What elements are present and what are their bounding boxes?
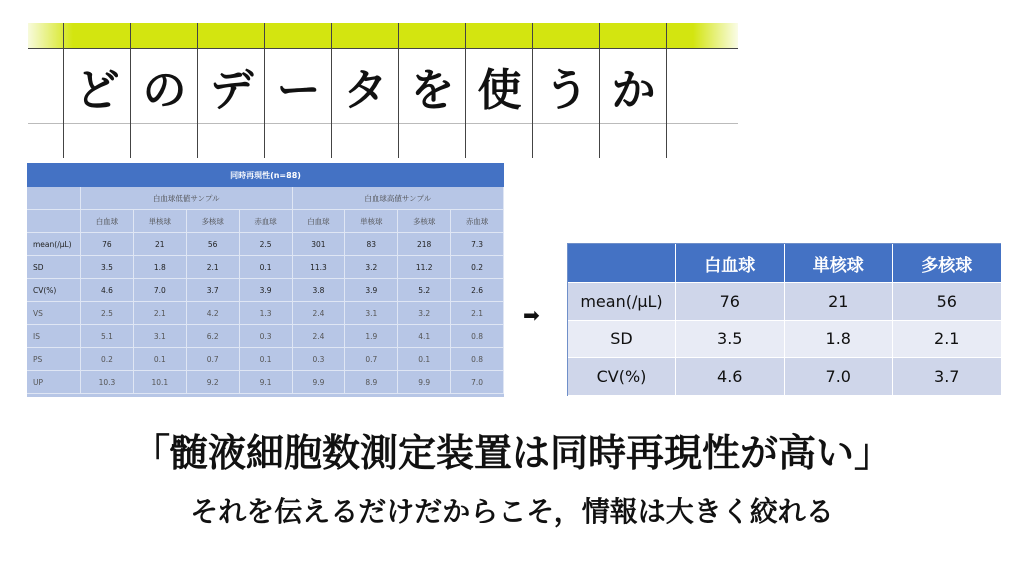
table-cell: 76	[676, 283, 785, 321]
grid-line-top	[28, 48, 738, 49]
column-header: 単核球	[345, 210, 398, 233]
row-label: CV(%)	[568, 358, 676, 396]
table-cell: 11.3	[293, 256, 346, 279]
table-cell: 2.5	[81, 302, 134, 325]
table-cell: 4.6	[81, 279, 134, 302]
table-cell: 3.8	[293, 279, 346, 302]
table-cell: 0.2	[81, 348, 134, 371]
title-grid	[0, 0, 1024, 160]
column-header: 多核球	[187, 210, 240, 233]
table-cell: 9.1	[240, 371, 293, 394]
title-char: タ	[343, 65, 388, 116]
table-cell: 3.2	[345, 256, 398, 279]
table-cell: 4.1	[398, 325, 451, 348]
table-cell: 5.1	[81, 325, 134, 348]
title-char: 使	[477, 65, 522, 116]
table-cell: 0.3	[293, 348, 346, 371]
title-char: う	[544, 65, 589, 116]
row-label: UP	[27, 371, 81, 394]
table-cell: 1.8	[134, 256, 187, 279]
table-corner	[27, 187, 81, 210]
column-header: 単核球	[785, 244, 894, 283]
table-corner	[27, 210, 81, 233]
table-cell: 0.7	[345, 348, 398, 371]
table-cell: 1.8	[785, 321, 894, 359]
title-accent-band	[28, 23, 738, 48]
row-label: SD	[568, 321, 676, 359]
table-cell: 301	[293, 233, 346, 256]
table-cell: 10.3	[81, 371, 134, 394]
table-cell: 3.7	[893, 358, 1002, 396]
table-cell: 7.0	[134, 279, 187, 302]
title-char: を	[410, 65, 455, 116]
table-cell: 218	[398, 233, 451, 256]
source-table-title: 同時再現性(n=88)	[27, 163, 504, 187]
column-header: 多核球	[398, 210, 451, 233]
table-cell: 9.9	[398, 371, 451, 394]
table-cell: 1.9	[345, 325, 398, 348]
table-cell: 3.2	[398, 302, 451, 325]
table-cell: 2.1	[893, 321, 1002, 359]
table-cell: 56	[187, 233, 240, 256]
table-cell: 6.2	[187, 325, 240, 348]
table-cell: 76	[81, 233, 134, 256]
table-cell: 0.1	[134, 348, 187, 371]
table-cell: 5.2	[398, 279, 451, 302]
table-cell: 7.0	[451, 371, 504, 394]
table-cell: 2.1	[187, 256, 240, 279]
table-cell: 21	[785, 283, 894, 321]
column-header: 白血球	[676, 244, 785, 283]
column-header: 白血球	[81, 210, 134, 233]
table-cell: 7.0	[785, 358, 894, 396]
table-cell: 3.7	[187, 279, 240, 302]
row-label: mean(/μL)	[27, 233, 81, 256]
table-cell: 0.2	[451, 256, 504, 279]
table-cell: 2.5	[240, 233, 293, 256]
title-char: の	[142, 65, 187, 116]
arrow-right-icon: ➡	[523, 303, 540, 327]
row-label: SD	[27, 256, 81, 279]
grid-line-bottom	[28, 123, 738, 124]
table-cell: 0.7	[187, 348, 240, 371]
table-cell: 56	[893, 283, 1002, 321]
table-cell: 21	[134, 233, 187, 256]
table-cell: 0.3	[240, 325, 293, 348]
sub-message: それを伝えるだけだからこそ，情報は大きく絞れる	[190, 495, 834, 528]
table-cell: 9.9	[293, 371, 346, 394]
table-cell: 2.1	[134, 302, 187, 325]
column-header: 赤血球	[240, 210, 293, 233]
group-header: 白血球低値サンプル	[81, 187, 293, 210]
table-cell: 2.6	[451, 279, 504, 302]
table-cell: 0.1	[398, 348, 451, 371]
main-message: 「髄液細胞数測定装置は同時再現性が高い」	[131, 431, 892, 475]
table-cell: 9.2	[187, 371, 240, 394]
row-label: mean(/μL)	[568, 283, 676, 321]
table-cell: 2.4	[293, 302, 346, 325]
table-cell: 2.4	[293, 325, 346, 348]
group-header: 白血球高値サンプル	[293, 187, 505, 210]
title-char: ー	[276, 65, 321, 116]
table-cell: 4.2	[187, 302, 240, 325]
table-cell: 3.9	[345, 279, 398, 302]
table-cell: 1.3	[240, 302, 293, 325]
table-cell: 10.1	[134, 371, 187, 394]
table-corner	[568, 244, 676, 283]
column-header: 単核球	[134, 210, 187, 233]
table-cell: 2.1	[451, 302, 504, 325]
table-cell: 3.5	[676, 321, 785, 359]
table-cell: 3.1	[134, 325, 187, 348]
column-header: 白血球	[293, 210, 346, 233]
table-cell: 83	[345, 233, 398, 256]
column-header: 赤血球	[451, 210, 504, 233]
source-data-table	[27, 163, 504, 397]
table-cell: 0.1	[240, 348, 293, 371]
summary-table	[567, 243, 1001, 396]
row-label: PS	[27, 348, 81, 371]
title-char: ど	[75, 65, 120, 116]
row-label: CV(%)	[27, 279, 81, 302]
table-cell: 0.8	[451, 348, 504, 371]
table-cell: 3.5	[81, 256, 134, 279]
table-cell: 3.9	[240, 279, 293, 302]
table-cell: 0.8	[451, 325, 504, 348]
table-cell: 11.2	[398, 256, 451, 279]
title-char: デ	[209, 65, 254, 116]
table-cell: 8.9	[345, 371, 398, 394]
title-char: か	[611, 65, 656, 116]
table-cell: 7.3	[451, 233, 504, 256]
table-cell: 3.1	[345, 302, 398, 325]
table-cell: 4.6	[676, 358, 785, 396]
row-label: IS	[27, 325, 81, 348]
row-label: VS	[27, 302, 81, 325]
column-header: 多核球	[893, 244, 1002, 283]
table-cell: 0.1	[240, 256, 293, 279]
